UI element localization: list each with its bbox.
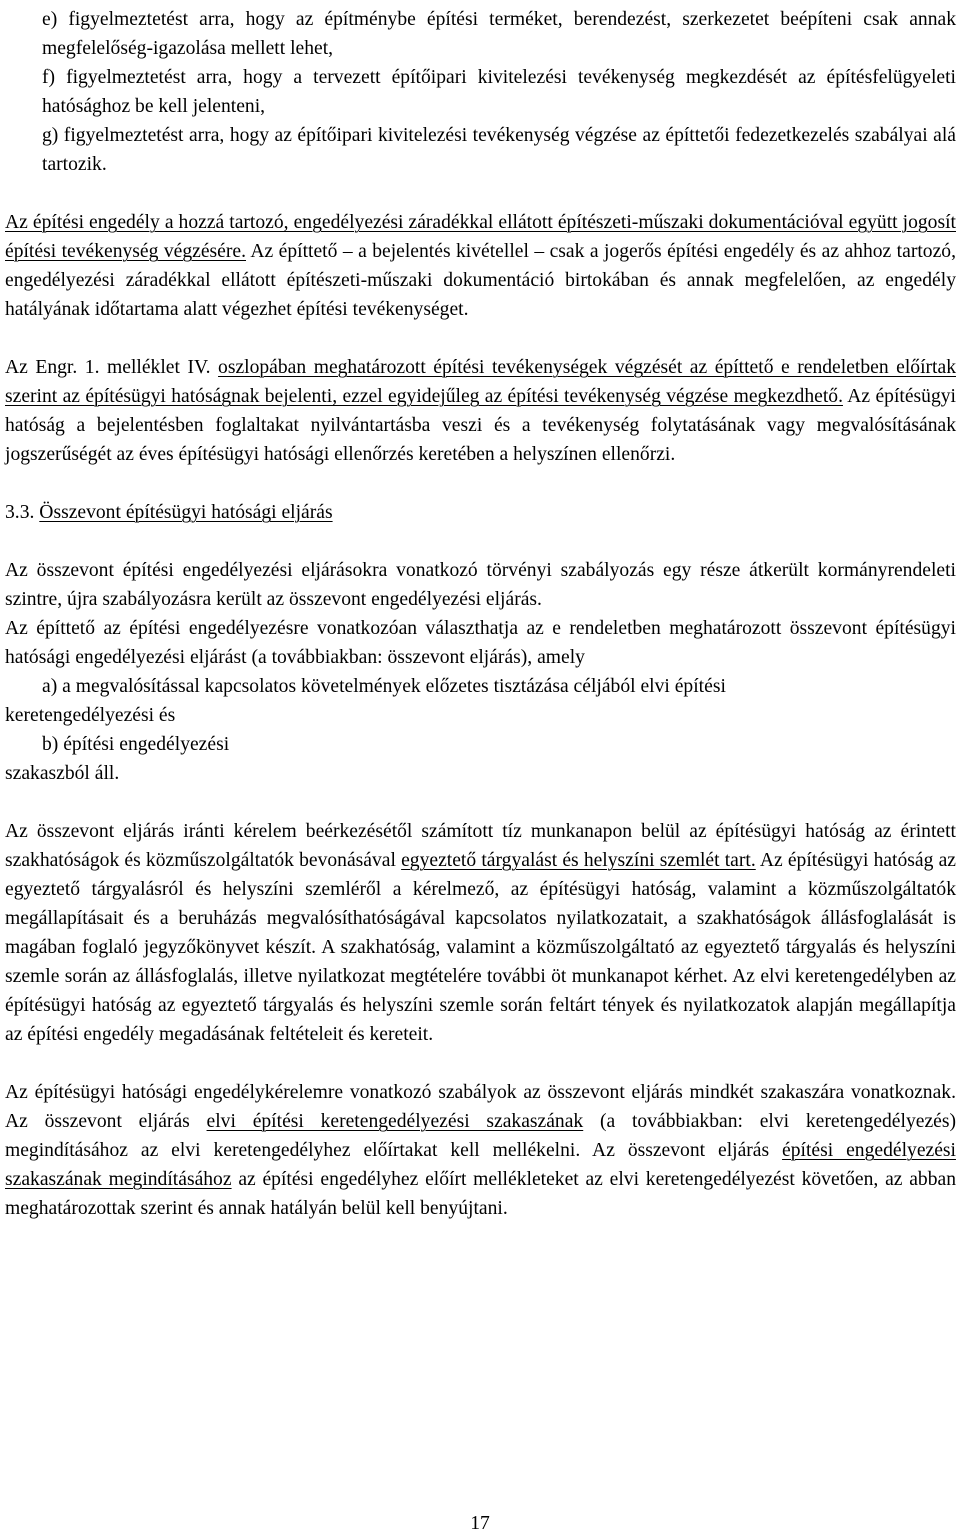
paragraph-gap: [5, 788, 956, 817]
paragraph-text: Az összevont eljárás iránti kérelem beérkezésétől számított tíz munkanapon belül az építésügyi hatóság az érintett szakhatóságok és közműszolgáltatók bevonásával: [5, 821, 956, 871]
list-item-a: a) a megvalósítással kapcsolatos követelmények előzetes tisztázása céljából elvi építési: [42, 676, 726, 697]
paragraph-text: Az építésügyi hatósági engedélykérelemre vonatkozó szabályok az összevont eljárás mindkét szakaszára vonatkoznak. Az összevont eljárás: [5, 1082, 956, 1132]
section-heading: [5, 498, 956, 527]
paragraph-notification: [5, 353, 956, 469]
paragraph-gap: [5, 179, 956, 208]
section-title: Összevont építésügyi hatósági eljárás: [39, 502, 333, 523]
underlined-text: egyeztető tárgyalást és helyszíni szemlét tart.: [401, 850, 756, 871]
paragraph-text: Az építésügyi hatóság az egyeztető tárgyalásról és helyszíni szemléről a kérelmező, az építésügyi hatóság, valamint a közműszolgáltatók megállapításait és a beruházás megvalósíthatóságával kapcsolatos nyilatkozatait, a szakhatóságok állásfoglalását is magában foglaló jegyzőkönyvet készít. A szakhatóság, valamint a közműszolgáltató az egyeztető tárgyalás és helyszíni szemle során az állásfoglalás, illetve nyilatkozat megtételére további öt munkanapot kérhet. Az elvi keretengedélyben az építésügyi hatóság az egyeztető tárgyalás és helyszíni szemle során feltárt tények és nyilatkozatok alapján megállapítja az építési engedély megadásának feltételeit és kereteit.: [5, 850, 956, 1045]
paragraph-gap: [5, 527, 956, 556]
paragraph-text: (a továbbiakban: elvi keretengedélyezés) megindításához az elvi keretengedélyhez előírtakat kell mellékelni. Az összevont eljárás: [5, 1111, 956, 1161]
underlined-text: elvi építési keretengedélyezési szakaszának: [206, 1111, 584, 1132]
list-item-b: b) építési engedélyezési: [42, 734, 230, 755]
list-closing: szakaszból áll.: [5, 763, 120, 784]
paragraph-building-permit: [5, 208, 956, 324]
underlined-text: építési engedélyezési szakaszának megindításához: [5, 1140, 956, 1190]
paragraph-text: az építési engedélyhez előírt mellékleteket az elvi keretengedélyezést követően, az abban meghatározottak szerint és annak hatályán belül kell benyújtani.: [5, 1169, 957, 1219]
paragraph-text: Az Engr. 1. melléklet IV.: [5, 357, 219, 378]
list-item-e: e) figyelmeztetést arra, hogy az építménybe építési terméket, berendezést, szerkezetet beépíteni csak annak megfelelőség-igazolása mellett lehet,: [42, 9, 956, 59]
paragraph-application-rules: [5, 1078, 956, 1223]
paragraph-combined-procedure: Az építtető az építési engedélyezésre vonatkozóan választhatja az e rendeletben meghatározott összevont építésügyi hatósági engedélyezési eljárást (a továbbiakban: összevont eljárás), amely: [5, 618, 956, 668]
paragraph-text: Az építésügyi hatóság a bejelentésben foglaltakat nyilvántartásba veszi és a tevékenység folytatásának vagy megvalósításának jogszerűségét az éves építésügyi hatósági ellenőrzés keretében a helyszínen ellenőrzi.: [5, 386, 956, 465]
list-item-a-continuation: keretengedélyezési és: [5, 705, 176, 726]
page-number: 17: [470, 1513, 490, 1534]
list-item-f: f) figyelmeztetést arra, hogy a tervezett építőipari kivitelezési tevékenység megkezdését az építésfelügyeleti hatósághoz be kell jelenteni,: [42, 67, 956, 117]
paragraph-gap: [5, 324, 956, 353]
underlined-text: oszlopában meghatározott építési tevékenységek végzését az építtető e rendeletben előírtak szerint az építésügyi hatóságnak bejelenti, ezzel egyidejűleg az építési tevékenység végzése megkezdhető.: [5, 357, 956, 407]
underlined-text: Az építési engedély a hozzá tartozó, engedélyezési záradékkal ellátott építészeti-műszaki dokumentációval együtt jogosít építési tevékenység végzésére.: [5, 212, 956, 262]
list-item-g: g) figyelmeztetést arra, hogy az építőipari kivitelezési tevékenység végzése az építtetői fedezetkezelés szabályai alá tartozik.: [42, 125, 956, 175]
paragraph-hearing: [5, 817, 956, 1049]
paragraph-text: Az építtető – a bejelentés kivétellel – csak a jogerős építési engedély és az ahhoz tartozó, engedélyezési záradékkal ellátott építészeti-műszaki dokumentáció birtokában és annak megfelelően, az engedély hatályának időtartama alatt végezhet építési tevékenységet.: [5, 241, 956, 320]
section-number: 3.3.: [5, 502, 40, 523]
paragraph-gap: [5, 1049, 956, 1078]
paragraph-legislation: Az összevont építési engedélyezési eljárásokra vonatkozó törvényi szabályozás egy része átkerült kormányrendeleti szintre, újra szabályozásra került az összevont engedélyezési eljárás.: [5, 560, 956, 610]
paragraph-gap: [5, 469, 956, 498]
